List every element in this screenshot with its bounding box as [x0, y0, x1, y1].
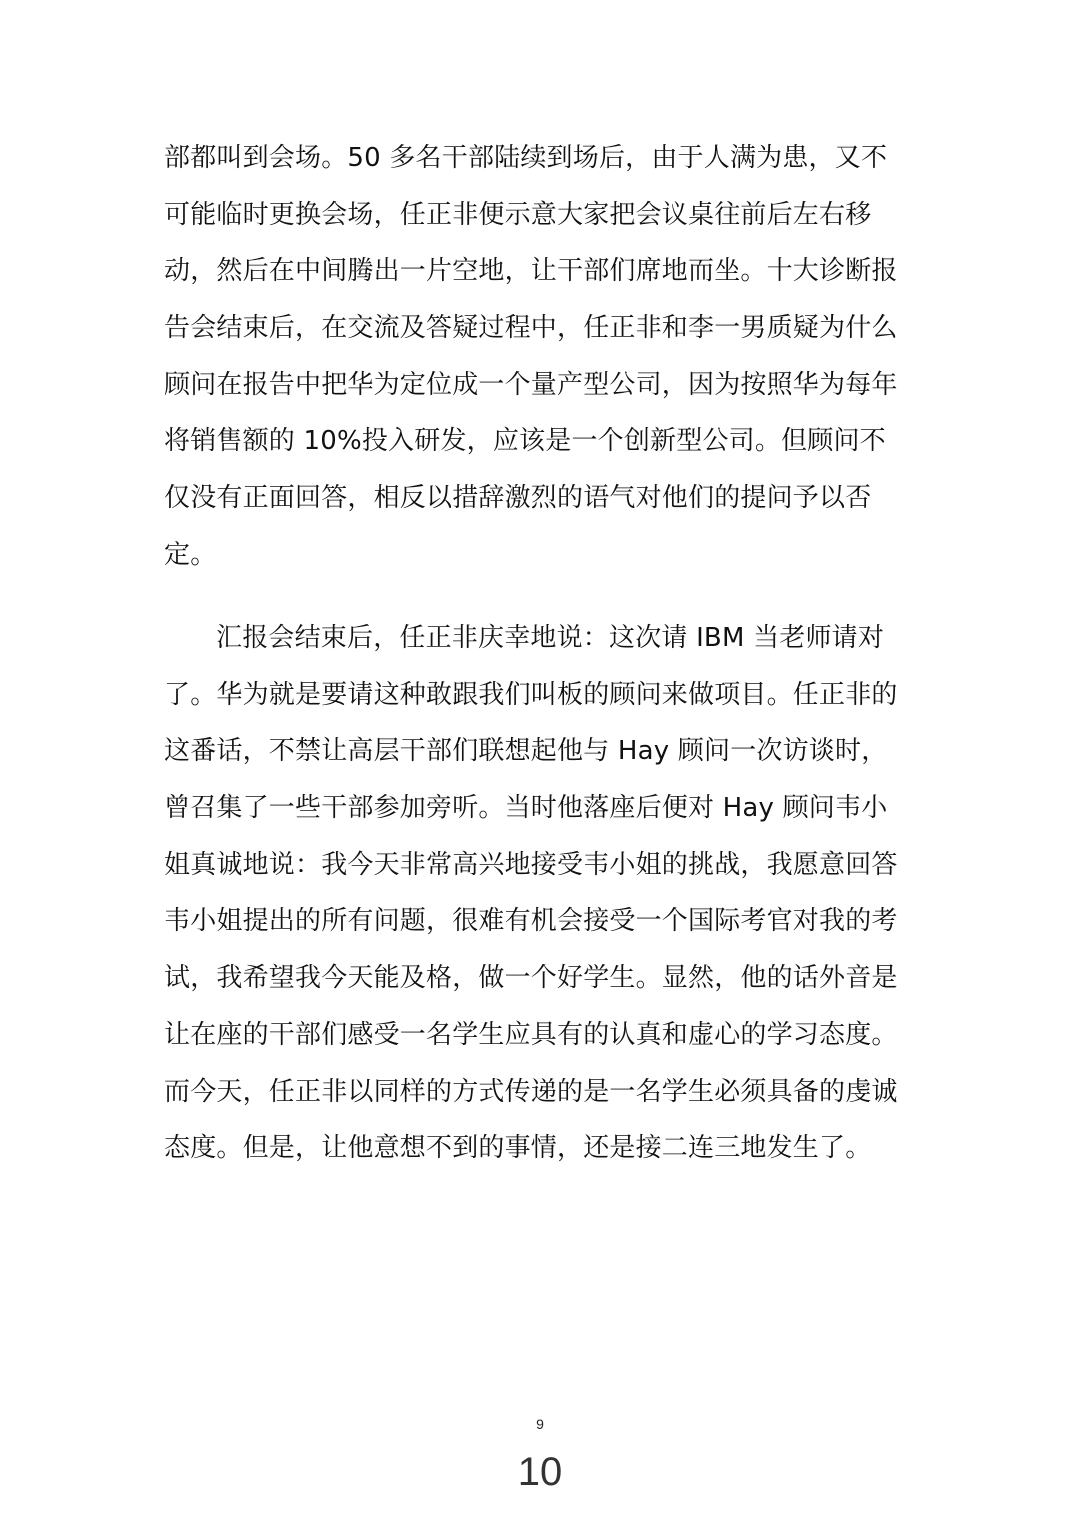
text-line: 汇报会结束后，任正非庆幸地说：这次请 IBM 当老师请对: [216, 623, 885, 653]
paragraph-2: [164, 610, 924, 1177]
text-line: 而今天，任正非以同样的方式传递的是一名学生必须具备的虔诚: [164, 1076, 898, 1107]
text-line: 姐真诚地说：我今天非常高兴地接受韦小姐的挑战，我愿意回答: [164, 849, 898, 880]
text-line: 韦小姐提出的所有问题，很难有机会接受一个国际考官对我的考: [164, 906, 898, 937]
text-line: 可能临时更换会场，任正非便示意大家把会议桌往前后左右移: [164, 199, 872, 230]
text-line: 这番话，不禁让高层干部们联想起他与 Hay 顾问一次访谈时，: [164, 736, 888, 767]
text-line: 告会结束后，在交流及答疑过程中，任正非和李一男质疑为什么: [164, 313, 898, 344]
text-line: 态度。但是，让他意想不到的事情，还是接二连三地发生了。: [164, 1133, 872, 1164]
text-line: 仅没有正面回答，相反以措辞激烈的语气对他们的提问予以否: [164, 483, 872, 514]
text-line: 顾问在报告中把华为定位成一个量产型公司，因为按照华为每年: [164, 369, 898, 400]
text-line: 定。: [164, 539, 217, 570]
page-number-printed: 9: [536, 1416, 544, 1432]
text-line: 动，然后在中间腾出一片空地，让干部们席地而坐。十大诊断报: [164, 256, 898, 287]
text-line: 部都叫到会场。50 多名干部陆续到场后，由于人满为患，又不: [164, 143, 888, 173]
text-line: 曾召集了一些干部参加旁听。当时他落座后便对 Hay 顾问韦小: [164, 793, 888, 824]
text-line: 了。华为就是要请这种敢跟我们叫板的顾问来做项目。任正非的: [164, 679, 898, 710]
paragraph-1: [164, 130, 924, 584]
text-line: 试，我希望我今天能及格，做一个好学生。显然，他的话外音是: [164, 963, 898, 994]
text-line: 让在座的干部们感受一名学生应具有的认真和虚心的学习态度。: [164, 1019, 898, 1050]
text-line: 将销售额的 10%投入研发，应该是一个创新型公司。但顾问不: [164, 426, 886, 457]
page-number-viewer: 10: [517, 1450, 563, 1494]
